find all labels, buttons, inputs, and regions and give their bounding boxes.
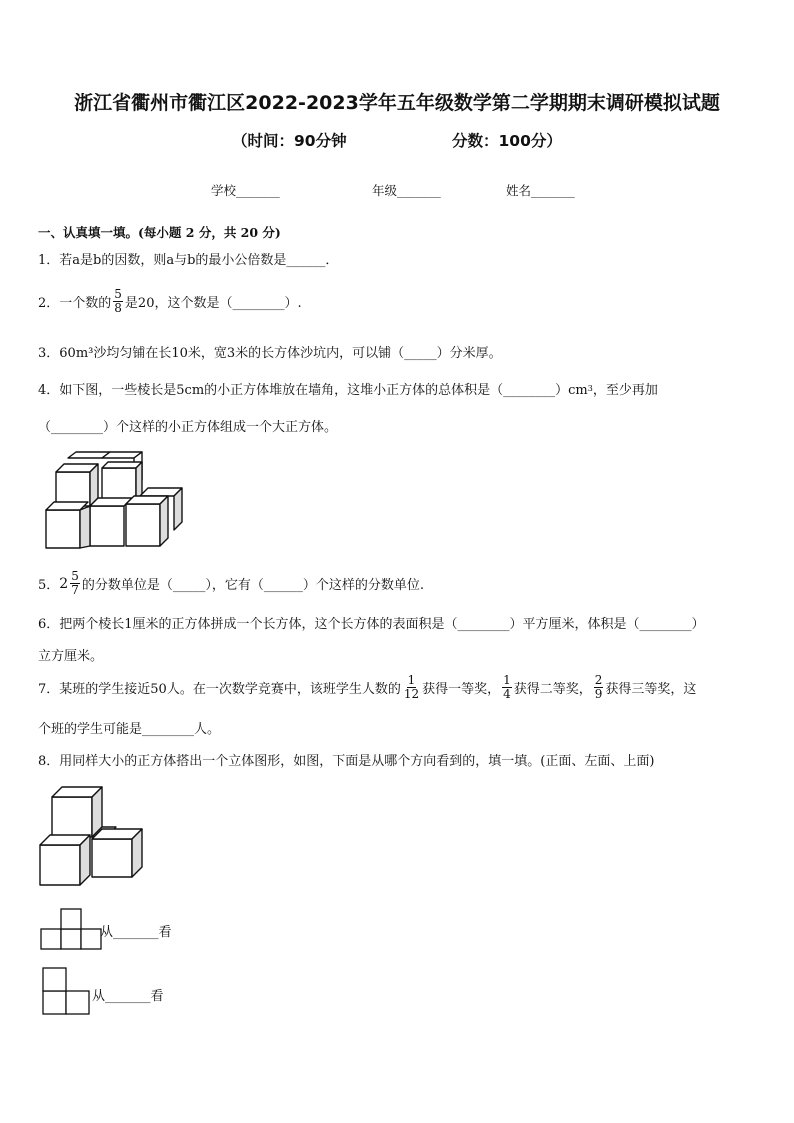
fraction-numerator: 1 <box>503 673 511 687</box>
fraction-5-8 <box>113 288 123 315</box>
fraction-1-12 <box>403 674 420 701</box>
fraction-numerator: 5 <box>114 287 122 301</box>
grade-field: 年级_______ <box>372 183 441 198</box>
question-3: 3．60m³沙均匀铺在长10米，宽3米的长方体沙坑内，可以铺（_____）分米厚。 <box>38 346 502 361</box>
question-4-line-1 <box>38 379 658 398</box>
question-8: 8．用同样大小的正方体搭出一个立体图形，如图，下面是从哪个方向看到的，填一填。(正面、左面、上面) <box>38 754 655 769</box>
fraction-numerator: 5 <box>71 569 79 583</box>
question-2-prefix: 2．一个数的 <box>38 296 112 311</box>
fraction-denominator: 4 <box>503 687 511 701</box>
question-5-prefix: 5． <box>38 578 60 593</box>
fraction-denominator: 8 <box>114 301 122 315</box>
fraction-denominator: 12 <box>403 687 420 701</box>
fraction-2-9 <box>594 674 604 701</box>
question-2-suffix: 是20，这个数是（________）. <box>124 296 302 311</box>
question-5-suffix: 的分数单位是（_____），它有（______）个这样的分数单位. <box>81 578 424 593</box>
question-6-line-1: 6．把两个棱长1厘米的正方体拼成一个长方体，这个长方体的表面积是（________）平方厘米，体积是（________） <box>38 617 705 632</box>
view-2-label: 从_______看 <box>92 989 164 1004</box>
view-shape-1 <box>40 908 102 950</box>
fraction-5-7 <box>70 570 80 597</box>
fraction-1-4 <box>502 674 512 701</box>
question-7-first-prize: 获得一等奖， <box>422 682 501 697</box>
question-5 <box>38 570 424 597</box>
exam-title: 浙江省衢州市衢江区2022-2023学年五年级数学第二学期期末调研模拟试题 <box>74 92 720 114</box>
school-field: 学校_______ <box>211 183 280 198</box>
view-1-label: 从_______看 <box>100 925 172 940</box>
question-7-line-2: 个班的学生可能是________人。 <box>38 722 221 737</box>
name-field: 姓名_______ <box>506 183 575 198</box>
fraction-denominator: 9 <box>594 687 603 701</box>
mixed-whole: 2 <box>59 575 69 592</box>
question-1: 1．若a是b的因数，则a与b的最小公倍数是______． <box>38 253 339 268</box>
question-6-line-2: 立方厘米。 <box>38 649 104 664</box>
cube-stack-figure-1 <box>44 450 186 552</box>
question-4-text-a: 4．如下图，一些棱长是5cm的小正方体堆放在墙角，这堆小正方体的总体积是（________）cm <box>38 383 588 398</box>
fraction-numerator: 1 <box>407 673 416 687</box>
question-4-line-2: （________）个这样的小正方体组成一个大正方体。 <box>38 420 338 435</box>
exam-score: 分数：100分） <box>452 132 562 150</box>
question-7-prefix: 7．某班的学生接近50人。在一次数学竞赛中，该班学生人数的 <box>38 682 401 697</box>
question-7-second-prize: 获得二等奖， <box>513 682 592 697</box>
question-4-text-b: ，至少再加 <box>592 383 658 398</box>
exam-time: （时间：90分钟 <box>232 132 347 150</box>
mixed-number-2-5-7 <box>59 570 82 597</box>
view-shape-2 <box>42 967 90 1015</box>
question-2 <box>38 288 302 315</box>
fraction-denominator: 7 <box>71 583 79 597</box>
cubic-superscript: 3 <box>587 384 593 393</box>
question-7-line-1 <box>38 674 696 701</box>
section-heading: 一、认真填一填。(每小题 2 分，共 20 分) <box>38 225 281 240</box>
question-7-third-prize: 获得三等奖，这 <box>605 682 697 697</box>
cube-stack-figure-2 <box>38 783 148 889</box>
fraction-numerator: 2 <box>594 673 603 687</box>
